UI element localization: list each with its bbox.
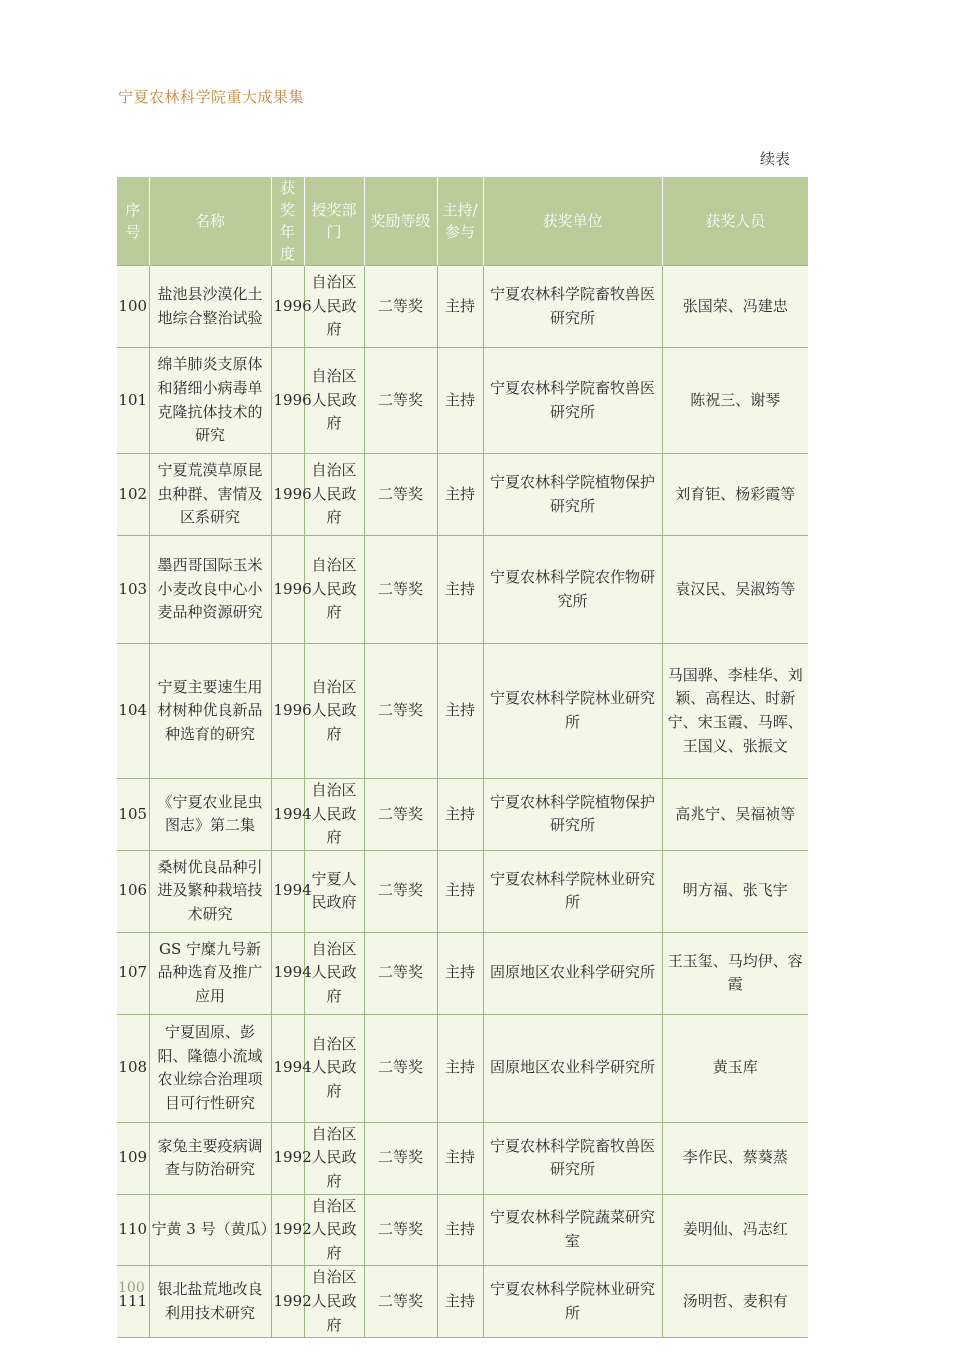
- table-row: [117, 348, 808, 454]
- cell-level: 二等奖: [364, 779, 437, 851]
- cell-name: 宁夏荒漠草原昆虫种群、害情及区系研究: [149, 454, 271, 536]
- cell-people: 袁汉民、吴淑筠等: [662, 536, 808, 644]
- cell-name: 盐池县沙漠化土地综合整治试验: [149, 266, 271, 348]
- continued-label: 续表: [760, 150, 791, 168]
- cell-dept: 自治区人民政府: [304, 536, 364, 644]
- cell-dept: 自治区人民政府: [304, 932, 364, 1014]
- cell-no: 108: [117, 1014, 149, 1122]
- cell-unit: 宁夏农林科学院植物保护研究所: [483, 454, 662, 536]
- table-row: [117, 1266, 808, 1338]
- cell-level: 二等奖: [364, 1014, 437, 1122]
- col-header-people: 获奖人员: [662, 177, 808, 266]
- cell-people: 黄玉库: [662, 1014, 808, 1122]
- cell-dept: 自治区人民政府: [304, 644, 364, 779]
- cell-no: 102: [117, 454, 149, 536]
- cell-year: 1996: [271, 536, 304, 644]
- cell-role: 主持: [437, 932, 483, 1014]
- cell-year: 1996: [271, 644, 304, 779]
- col-header-role: 主持/参与: [437, 177, 483, 266]
- cell-people: 姜明仙、冯志红: [662, 1194, 808, 1266]
- cell-no: 109: [117, 1122, 149, 1194]
- cell-level: 二等奖: [364, 536, 437, 644]
- cell-unit: 宁夏农林科学院畜牧兽医研究所: [483, 266, 662, 348]
- cell-year: 1992: [271, 1266, 304, 1338]
- page-number: 100: [118, 1280, 145, 1296]
- table-row: [117, 644, 808, 779]
- cell-unit: 固原地区农业科学研究所: [483, 932, 662, 1014]
- cell-name: 宁夏主要速生用材树种优良新品种选育的研究: [149, 644, 271, 779]
- cell-role: 主持: [437, 348, 483, 454]
- cell-no: 110: [117, 1194, 149, 1266]
- cell-people: 刘育钜、杨彩霞等: [662, 454, 808, 536]
- cell-unit: 宁夏农林科学院农作物研究所: [483, 536, 662, 644]
- cell-role: 主持: [437, 1122, 483, 1194]
- cell-dept: 自治区人民政府: [304, 454, 364, 536]
- cell-level: 二等奖: [364, 1194, 437, 1266]
- cell-people: 明方福、张飞宇: [662, 850, 808, 932]
- cell-year: 1996: [271, 348, 304, 454]
- cell-unit: 宁夏农林科学院林业研究所: [483, 850, 662, 932]
- table-row: [117, 536, 808, 644]
- cell-year: 1996: [271, 266, 304, 348]
- cell-role: 主持: [437, 266, 483, 348]
- cell-unit: 宁夏农林科学院林业研究所: [483, 1266, 662, 1338]
- cell-name: 银北盐荒地改良利用技术研究: [149, 1266, 271, 1338]
- cell-dept: 自治区人民政府: [304, 1266, 364, 1338]
- cell-role: 主持: [437, 779, 483, 851]
- col-header-year: 获奖年度: [271, 177, 304, 266]
- cell-role: 主持: [437, 1266, 483, 1338]
- table-row: [117, 932, 808, 1014]
- cell-name: 桑树优良品种引进及繁种栽培技术研究: [149, 850, 271, 932]
- cell-dept: 宁夏人民政府: [304, 850, 364, 932]
- cell-level: 二等奖: [364, 850, 437, 932]
- cell-year: 1994: [271, 850, 304, 932]
- cell-no: 101: [117, 348, 149, 454]
- cell-unit: 宁夏农林科学院植物保护研究所: [483, 779, 662, 851]
- awards-table: [117, 177, 808, 1338]
- cell-role: 主持: [437, 1194, 483, 1266]
- cell-level: 二等奖: [364, 266, 437, 348]
- cell-dept: 自治区人民政府: [304, 348, 364, 454]
- cell-year: 1994: [271, 1014, 304, 1122]
- cell-level: 二等奖: [364, 348, 437, 454]
- cell-no: 111: [117, 1266, 149, 1338]
- table-row: [117, 454, 808, 536]
- cell-role: 主持: [437, 454, 483, 536]
- col-header-name: 名称: [149, 177, 271, 266]
- table-row: [117, 779, 808, 851]
- cell-unit: 宁夏农林科学院畜牧兽医研究所: [483, 348, 662, 454]
- cell-year: 1994: [271, 779, 304, 851]
- table-row: [117, 850, 808, 932]
- cell-no: 107: [117, 932, 149, 1014]
- cell-dept: 自治区人民政府: [304, 1194, 364, 1266]
- table-row: [117, 1194, 808, 1266]
- col-header-unit: 获奖单位: [483, 177, 662, 266]
- cell-people: 马国骅、李桂华、刘颖、高程达、时新宁、宋玉霞、马晖、王国义、张振文: [662, 644, 808, 779]
- cell-no: 104: [117, 644, 149, 779]
- cell-unit: 固原地区农业科学研究所: [483, 1014, 662, 1122]
- cell-name: GS 宁糜九号新品种选育及推广应用: [149, 932, 271, 1014]
- cell-people: 高兆宁、吴福祯等: [662, 779, 808, 851]
- cell-name: 宁黄 3 号（黄瓜）: [149, 1194, 271, 1266]
- cell-no: 106: [117, 850, 149, 932]
- table-row: [117, 1014, 808, 1122]
- cell-no: 103: [117, 536, 149, 644]
- cell-level: 二等奖: [364, 454, 437, 536]
- cell-level: 二等奖: [364, 932, 437, 1014]
- cell-no: 105: [117, 779, 149, 851]
- cell-role: 主持: [437, 1014, 483, 1122]
- col-header-level: 奖励等级: [364, 177, 437, 266]
- col-header-no: 序号: [117, 177, 149, 266]
- cell-level: 二等奖: [364, 1122, 437, 1194]
- col-header-dept: 授奖部门: [304, 177, 364, 266]
- cell-unit: 宁夏农林科学院畜牧兽医研究所: [483, 1122, 662, 1194]
- cell-people: 王玉玺、马均伊、容霞: [662, 932, 808, 1014]
- cell-level: 二等奖: [364, 644, 437, 779]
- running-header-title: 宁夏农林科学院重大成果集: [118, 88, 305, 106]
- cell-name: 家兔主要疫病调查与防治研究: [149, 1122, 271, 1194]
- table-header-row: [117, 177, 808, 266]
- cell-unit: 宁夏农林科学院蔬菜研究室: [483, 1194, 662, 1266]
- cell-people: 汤明哲、麦积有: [662, 1266, 808, 1338]
- table-row: [117, 1122, 808, 1194]
- cell-year: 1992: [271, 1122, 304, 1194]
- cell-name: 墨西哥国际玉米小麦改良中心小麦品种资源研究: [149, 536, 271, 644]
- cell-no: 100: [117, 266, 149, 348]
- cell-name: 《宁夏农业昆虫图志》第二集: [149, 779, 271, 851]
- cell-name: 宁夏固原、彭阳、隆德小流域农业综合治理项目可行性研究: [149, 1014, 271, 1122]
- cell-role: 主持: [437, 536, 483, 644]
- cell-dept: 自治区人民政府: [304, 1122, 364, 1194]
- cell-year: 1996: [271, 454, 304, 536]
- cell-people: 陈祝三、谢琴: [662, 348, 808, 454]
- cell-people: 李作民、蔡葵蒸: [662, 1122, 808, 1194]
- cell-level: 二等奖: [364, 1266, 437, 1338]
- cell-role: 主持: [437, 644, 483, 779]
- cell-year: 1992: [271, 1194, 304, 1266]
- cell-dept: 自治区人民政府: [304, 779, 364, 851]
- cell-dept: 自治区人民政府: [304, 1014, 364, 1122]
- cell-role: 主持: [437, 850, 483, 932]
- cell-name: 绵羊肺炎支原体和猪细小病毒单克隆抗体技术的研究: [149, 348, 271, 454]
- cell-year: 1994: [271, 932, 304, 1014]
- cell-unit: 宁夏农林科学院林业研究所: [483, 644, 662, 779]
- table-row: [117, 266, 808, 348]
- cell-dept: 自治区人民政府: [304, 266, 364, 348]
- cell-people: 张国荣、冯建忠: [662, 266, 808, 348]
